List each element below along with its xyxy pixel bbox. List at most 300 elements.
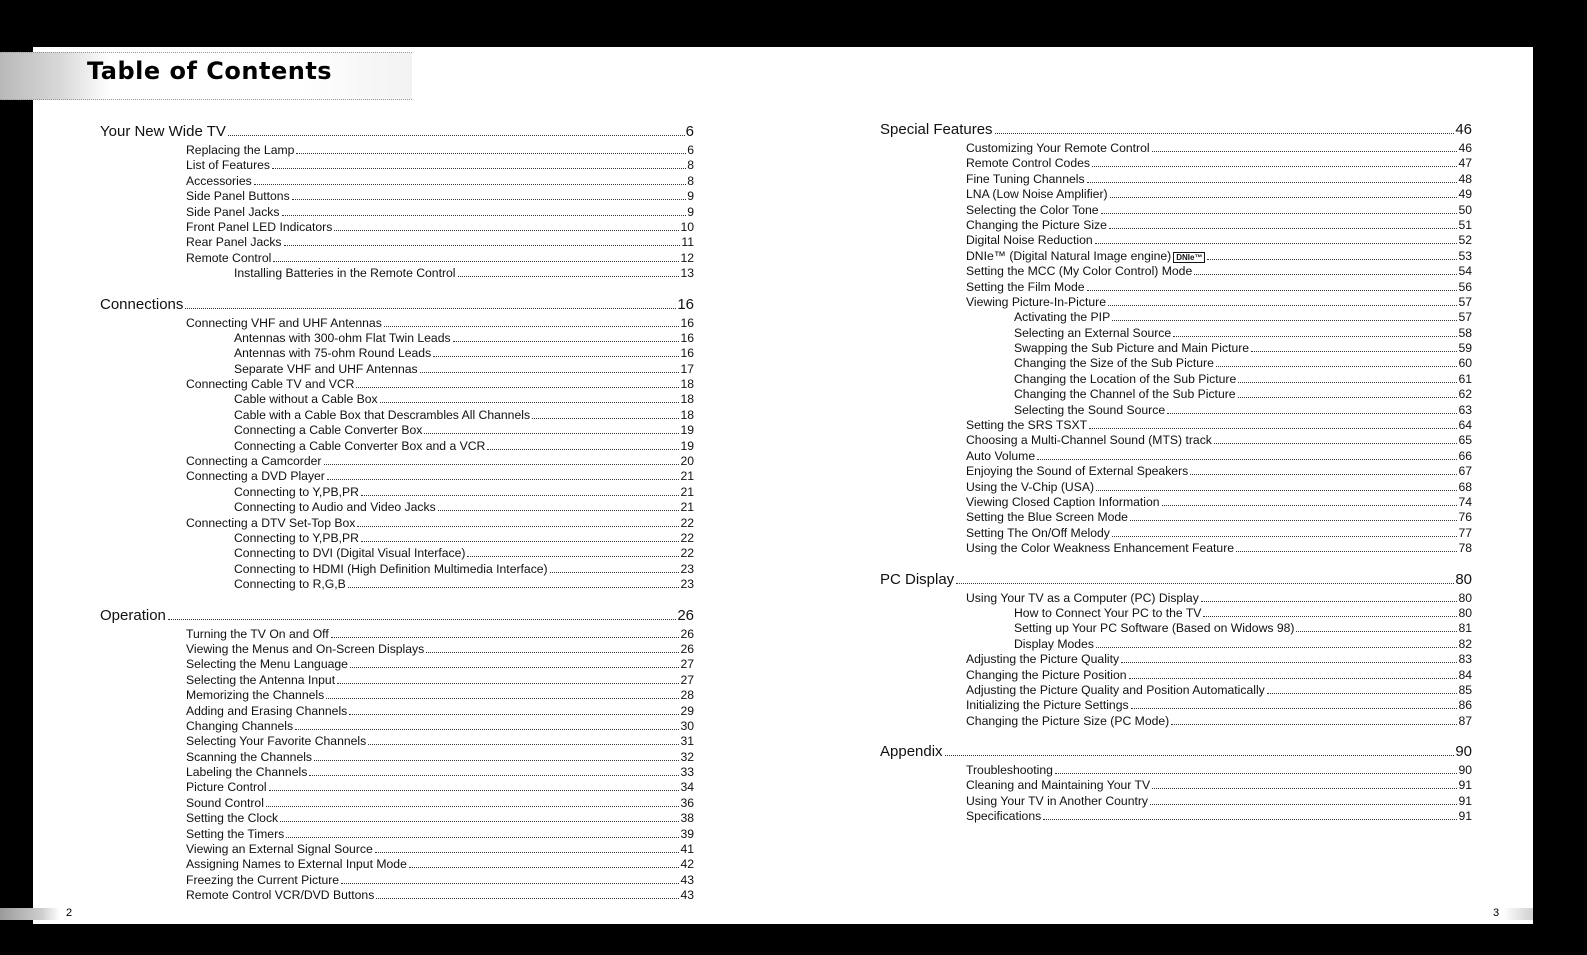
toc-entry-label: Changing the Size of the Sub Picture: [1014, 356, 1214, 371]
dot-leader: [956, 582, 1454, 584]
toc-entry[interactable]: [100, 205, 694, 220]
toc-entry[interactable]: [100, 827, 694, 842]
toc-entry[interactable]: [880, 341, 1472, 356]
dot-leader: [361, 494, 680, 496]
toc-entry[interactable]: [880, 156, 1472, 171]
dot-leader: [1037, 458, 1457, 460]
toc-entry[interactable]: [100, 500, 694, 515]
dot-leader: [1087, 181, 1458, 183]
toc-entry[interactable]: [880, 295, 1472, 310]
toc-entry-label: Assigning Names to External Input Mode: [186, 857, 407, 872]
dot-leader: [337, 682, 679, 684]
toc-page-number: 10: [680, 219, 694, 234]
toc-entry-label: Appendix: [880, 743, 943, 761]
toc-entry-label: Changing the Picture Position: [966, 667, 1127, 682]
dot-leader: [1251, 350, 1457, 352]
page-number-right: 3: [1493, 907, 1500, 919]
toc-entry[interactable]: [880, 326, 1472, 341]
toc-page-number: 22: [680, 546, 694, 561]
dot-leader: [1095, 242, 1458, 244]
dot-leader: [168, 618, 676, 620]
toc-entry[interactable]: [100, 688, 694, 703]
toc-entry[interactable]: [880, 449, 1472, 464]
toc-page-number: 68: [1458, 479, 1472, 494]
dot-leader: [1167, 412, 1457, 414]
dot-leader: [314, 759, 679, 761]
toc-page-number: 26: [680, 641, 694, 656]
toc-entry-label: How to Connect Your PC to the TV: [1014, 605, 1202, 620]
toc-entry-label: Setting The On/Off Melody: [966, 525, 1110, 540]
toc-entry[interactable]: [880, 480, 1472, 495]
toc-entry[interactable]: [880, 249, 1472, 264]
toc-entry[interactable]: [100, 873, 694, 888]
dot-leader: [254, 183, 687, 185]
toc-entry-label: Setting the SRS TSXT: [966, 418, 1088, 433]
toc-entry[interactable]: [100, 657, 694, 672]
toc-entry-label: Adding and Erasing Channels: [186, 703, 348, 718]
dot-leader: [269, 789, 680, 791]
toc-page-number: 80: [1458, 590, 1472, 605]
toc-entry[interactable]: [100, 346, 694, 361]
toc-entry[interactable]: [100, 546, 694, 561]
toc-entry-label: Antennas with 75-ohm Round Leads: [234, 346, 432, 361]
dot-leader: [409, 866, 680, 868]
dot-leader: [995, 132, 1455, 134]
dot-leader: [433, 355, 679, 357]
toc-entry[interactable]: [880, 778, 1472, 793]
toc-entry-label: Rear Panel Jacks: [186, 235, 282, 250]
toc-entry[interactable]: [100, 811, 694, 826]
scan-border-left: [0, 0, 33, 955]
toc-entry[interactable]: [880, 464, 1472, 479]
toc-entry[interactable]: [880, 541, 1472, 556]
toc-page-number: 78: [1458, 541, 1472, 556]
toc-entry[interactable]: [880, 372, 1472, 387]
toc-page-number: 34: [680, 780, 694, 795]
page-title: Table of Contents: [87, 57, 333, 85]
toc-page-number: 91: [1458, 778, 1472, 793]
toc-entry-label: Troubleshooting: [966, 763, 1053, 778]
toc-entry[interactable]: [100, 857, 694, 872]
toc-entry-label: Your New Wide TV: [100, 123, 226, 140]
toc-entry[interactable]: [100, 189, 694, 204]
toc-page-number: 39: [680, 826, 694, 841]
dot-leader: [1150, 803, 1457, 805]
toc-entry-label: Scanning the Channels: [186, 749, 313, 764]
toc-page-number: 19: [680, 438, 694, 453]
dot-leader: [1190, 473, 1457, 475]
toc-page-number: 63: [1458, 402, 1472, 417]
toc-entry[interactable]: [100, 765, 694, 780]
dot-leader: [1201, 600, 1458, 602]
toc-entry[interactable]: [100, 627, 694, 642]
toc-page-number: 57: [1458, 310, 1472, 325]
toc-entry[interactable]: [880, 280, 1472, 295]
toc-entry[interactable]: [100, 562, 694, 577]
toc-page-number: 23: [680, 561, 694, 576]
folio-band-right: [1503, 908, 1533, 920]
dot-leader: [273, 260, 679, 262]
toc-page-number: 82: [1458, 636, 1472, 651]
toc-page-number: 21: [680, 500, 694, 515]
toc-entry[interactable]: [880, 606, 1472, 621]
dot-leader: [282, 214, 687, 216]
toc-entry-label: Specifications: [966, 809, 1042, 824]
toc-entry[interactable]: [100, 220, 694, 235]
dot-leader: [309, 774, 679, 776]
dot-leader: [1089, 427, 1457, 429]
toc-right-column: [880, 119, 1472, 837]
toc-page-number: 83: [1458, 652, 1472, 667]
toc-entry-label: PC Display: [880, 570, 955, 588]
folio-band-left: [0, 908, 60, 920]
toc-page-number: 41: [680, 842, 694, 857]
toc-entry-label: Changing Channels: [186, 718, 294, 733]
dot-leader: [334, 229, 679, 231]
toc-entry[interactable]: [880, 203, 1472, 218]
toc-page-number: 18: [680, 377, 694, 392]
toc-entry-label: Connecting a Camcorder: [186, 454, 322, 469]
toc-entry[interactable]: [100, 642, 694, 657]
toc-entry-label: Connecting to HDMI (High Definition Multimedia Interface): [234, 561, 548, 576]
toc-entry[interactable]: [100, 485, 694, 500]
toc-section-heading[interactable]: [880, 569, 1472, 591]
toc-entry[interactable]: [100, 750, 694, 765]
toc-entry-label: Setting the Clock: [186, 811, 279, 826]
toc-page-number: 16: [680, 330, 694, 345]
toc-entry-label: Changing the Channel of the Sub Picture: [1014, 387, 1236, 402]
dot-leader: [1162, 504, 1458, 506]
toc-page-number: 17: [680, 361, 694, 376]
toc-entry[interactable]: [100, 577, 694, 592]
toc-entry[interactable]: [100, 316, 694, 331]
toc-page-number: 49: [1458, 187, 1472, 202]
dot-leader: [1216, 365, 1458, 367]
toc-entry[interactable]: [100, 235, 694, 250]
toc-page-number: 6: [685, 123, 694, 140]
toc-page-number: 22: [680, 515, 694, 530]
toc-page-number: 13: [680, 266, 694, 281]
toc-entry[interactable]: [100, 719, 694, 734]
toc-page-number: 16: [677, 295, 694, 313]
dot-leader: [1096, 489, 1457, 491]
toc-entry-label: Turning the TV On and Off: [186, 626, 329, 641]
dot-leader: [438, 509, 680, 511]
dot-leader: [458, 275, 680, 277]
dot-leader: [1238, 396, 1458, 398]
dot-leader: [1173, 335, 1457, 337]
toc-page-number: 74: [1458, 494, 1472, 509]
toc-section: [100, 121, 694, 282]
dot-leader: [1096, 646, 1458, 648]
toc-section-heading[interactable]: [880, 741, 1472, 763]
toc-entry-label: Setting the Blue Screen Mode: [966, 510, 1128, 525]
toc-entry[interactable]: [880, 218, 1472, 233]
dot-leader: [1171, 723, 1457, 725]
toc-entry[interactable]: [100, 704, 694, 719]
toc-page-number: 27: [680, 657, 694, 672]
toc-entry[interactable]: [880, 809, 1472, 824]
toc-entry-label: Connecting VHF and UHF Antennas: [186, 315, 382, 330]
toc-entry[interactable]: [100, 331, 694, 346]
toc-entry-label: Selecting the Sound Source: [1014, 402, 1166, 417]
toc-entry-label: Adjusting the Picture Quality: [966, 652, 1120, 667]
toc-page-number: 61: [1458, 371, 1472, 386]
toc-page-number: 12: [680, 250, 694, 265]
dot-leader: [1194, 273, 1457, 275]
dot-leader: [1131, 707, 1458, 709]
toc-entry[interactable]: [880, 714, 1472, 729]
toc-entry-label: Changing the Location of the Sub Picture: [1014, 371, 1237, 386]
toc-page-number: 46: [1458, 141, 1472, 155]
toc-entry[interactable]: [100, 796, 694, 811]
dot-leader: [1152, 150, 1458, 152]
toc-entry[interactable]: [880, 794, 1472, 809]
toc-page-number: 46: [1455, 121, 1472, 138]
toc-left-column: [100, 121, 694, 916]
toc-entry[interactable]: [100, 266, 694, 281]
toc-section-heading[interactable]: [880, 119, 1472, 141]
toc-section-heading[interactable]: [100, 605, 694, 627]
toc-entry[interactable]: [100, 392, 694, 407]
dot-leader: [350, 666, 679, 668]
toc-entry-label: Connecting a DVD Player: [186, 469, 325, 484]
toc-entry[interactable]: [880, 621, 1472, 636]
toc-entry-label: Selecting the Menu Language: [186, 657, 348, 672]
dot-leader: [284, 244, 681, 246]
toc-page-number: 80: [1458, 605, 1472, 620]
toc-entry[interactable]: [100, 158, 694, 173]
toc-entry[interactable]: [880, 526, 1472, 541]
dot-leader: [424, 432, 679, 434]
toc-page-number: 90: [1455, 743, 1472, 761]
toc-page-number: 22: [680, 530, 694, 545]
dot-leader: [286, 836, 679, 838]
dot-leader: [1236, 550, 1457, 552]
toc-page-number: 58: [1458, 325, 1472, 340]
dot-leader: [1043, 818, 1457, 820]
dot-leader: [550, 571, 680, 573]
toc-entry[interactable]: [100, 251, 694, 266]
scan-border-right: [1533, 0, 1587, 955]
dot-leader: [1152, 787, 1457, 789]
toc-entry[interactable]: [100, 174, 694, 189]
toc-page-number: 62: [1458, 387, 1472, 402]
toc-entry[interactable]: [880, 683, 1472, 698]
toc-entry[interactable]: [880, 172, 1472, 187]
toc-entry[interactable]: [880, 510, 1472, 525]
toc-entry-label: Changing the Picture Size (PC Mode): [966, 713, 1170, 728]
toc-entry-label: Separate VHF and UHF Antennas: [234, 361, 418, 376]
dot-leader: [453, 340, 680, 342]
dot-leader: [185, 307, 676, 309]
toc-entry[interactable]: [880, 668, 1472, 683]
toc-page-number: 11: [681, 235, 694, 250]
toc-entry[interactable]: [880, 591, 1472, 606]
toc-entry[interactable]: [880, 495, 1472, 510]
toc-entry-label: Connecting a Cable Converter Box: [234, 423, 423, 438]
toc-entry-label: Front Panel LED Indicators: [186, 219, 333, 234]
dot-leader: [1238, 381, 1457, 383]
dot-leader: [945, 754, 1455, 756]
toc-entry-label: Cleaning and Maintaining Your TV: [966, 778, 1151, 793]
toc-entry[interactable]: [880, 233, 1472, 248]
toc-entry[interactable]: [880, 356, 1472, 371]
dot-leader: [280, 820, 679, 822]
toc-entry[interactable]: [880, 652, 1472, 667]
toc-entry-label: Using the Color Weakness Enhancement Feature: [966, 541, 1235, 556]
toc-entry-label: Display Modes: [1014, 636, 1094, 651]
toc-entry-label: Special Features: [880, 121, 993, 138]
dot-leader: [272, 167, 686, 169]
dot-leader: [1129, 677, 1458, 679]
dot-leader: [295, 728, 679, 730]
toc-entry[interactable]: [100, 888, 694, 903]
toc-entry[interactable]: [880, 418, 1472, 433]
toc-entry-label: Connecting a Cable Converter Box and a VCR: [234, 438, 486, 453]
toc-entry-label: Accessories: [186, 173, 252, 188]
toc-entry[interactable]: [880, 698, 1472, 713]
toc-entry[interactable]: [880, 387, 1472, 402]
dot-leader: [1130, 519, 1458, 521]
toc-page-number: 66: [1458, 448, 1472, 463]
toc-entry[interactable]: [100, 531, 694, 546]
dot-leader: [375, 851, 680, 853]
toc-entry[interactable]: [880, 187, 1472, 202]
toc-entry-label: Fine Tuning Channels: [966, 171, 1085, 186]
dot-leader: [1092, 165, 1457, 167]
dot-leader: [1267, 692, 1458, 694]
toc-entry-label: Enjoying the Sound of External Speakers: [966, 464, 1189, 479]
toc-entry[interactable]: [100, 377, 694, 392]
toc-page-number: 77: [1458, 525, 1472, 540]
toc-entry[interactable]: [100, 469, 694, 484]
toc-page-number: 87: [1458, 713, 1472, 728]
toc-section-heading[interactable]: [100, 121, 694, 143]
toc-page-number: 31: [680, 734, 694, 749]
toc-page-number: 47: [1458, 156, 1472, 171]
toc-section-heading[interactable]: [100, 294, 694, 316]
dot-leader: [380, 401, 680, 403]
toc-page-number: 56: [1458, 279, 1472, 294]
dot-leader: [532, 417, 679, 419]
toc-entry-label: Operation: [100, 606, 166, 624]
toc-entry-label: Viewing the Menus and On-Screen Displays: [186, 641, 425, 656]
dot-leader: [368, 743, 679, 745]
toc-entry-label: Using Your TV as a Computer (PC) Display: [966, 590, 1199, 605]
toc-entry-label: Cable with a Cable Box that Descrambles All Channels: [234, 407, 531, 422]
toc-entry[interactable]: [880, 403, 1472, 418]
dot-leader: [341, 882, 679, 884]
toc-page-number: 9: [687, 189, 694, 204]
page-number-left: 2: [66, 907, 73, 919]
toc-entry-label: Initializing the Picture Settings: [966, 698, 1129, 713]
toc-entry-label: Side Panel Buttons: [186, 189, 290, 204]
toc-entry[interactable]: [880, 637, 1472, 652]
toc-entry-label: Adjusting the Picture Quality and Position Automatically: [966, 682, 1265, 697]
toc-page-number: 81: [1458, 621, 1472, 636]
dot-leader: [1087, 289, 1458, 291]
toc-entry-label: LNA (Low Noise Amplifier): [966, 187, 1108, 202]
toc-entry[interactable]: [100, 734, 694, 749]
toc-entry[interactable]: [100, 842, 694, 857]
toc-entry-label: Remote Control VCR/DVD Buttons: [186, 888, 375, 903]
toc-entry-label: Setting up Your PC Software (Based on Widows 98): [1014, 621, 1295, 636]
dot-leader: [327, 478, 680, 480]
toc-entry-label: Using the V-Chip (USA): [966, 479, 1095, 494]
toc-entry[interactable]: [100, 362, 694, 377]
toc-page-number: 8: [687, 173, 694, 188]
toc-page-number: 36: [680, 795, 694, 810]
toc-entry-label: Customizing Your Remote Control: [966, 141, 1150, 155]
dot-leader: [326, 697, 679, 699]
dot-leader: [376, 897, 679, 899]
dot-leader: [228, 134, 685, 136]
toc-page-number: 52: [1458, 233, 1472, 248]
toc-entry[interactable]: [880, 264, 1472, 279]
toc-entry[interactable]: [880, 433, 1472, 448]
dot-leader: [331, 636, 680, 638]
toc-entry[interactable]: [880, 310, 1472, 325]
toc-entry[interactable]: [100, 439, 694, 454]
dot-leader: [1055, 772, 1457, 774]
toc-page-number: 65: [1458, 433, 1472, 448]
toc-page-number: 30: [680, 718, 694, 733]
toc-entry-label: Using Your TV in Another Country: [966, 793, 1149, 808]
toc-entry-label: Activating the PIP: [1014, 310, 1111, 325]
toc-page-number: 91: [1458, 793, 1472, 808]
toc-page-number: 86: [1458, 698, 1472, 713]
toc-section: [100, 294, 694, 593]
toc-entry-label: Choosing a Multi-Channel Sound (MTS) track: [966, 433, 1212, 448]
toc-page-number: 26: [677, 606, 694, 624]
toc-entry[interactable]: [100, 780, 694, 795]
toc-entry[interactable]: [100, 673, 694, 688]
dot-leader: [296, 152, 686, 154]
toc-page-number: 20: [680, 454, 694, 469]
toc-page-number: 54: [1458, 264, 1472, 279]
toc-page-number: 27: [680, 672, 694, 687]
dot-leader: [1109, 227, 1458, 229]
toc-page-number: 64: [1458, 418, 1472, 433]
toc-entry[interactable]: [100, 408, 694, 423]
toc-page-number: 33: [680, 765, 694, 780]
toc-page-number: 60: [1458, 356, 1472, 371]
toc-page-number: 50: [1458, 202, 1472, 217]
toc-entry[interactable]: [100, 516, 694, 531]
toc-entry[interactable]: [100, 423, 694, 438]
toc-page-number: 29: [680, 703, 694, 718]
toc-page-number: 59: [1458, 341, 1472, 356]
toc-entry-label: Auto Volume: [966, 448, 1036, 463]
toc-page-number: 42: [680, 857, 694, 872]
toc-entry[interactable]: [100, 454, 694, 469]
toc-section: [880, 741, 1472, 825]
toc-entry[interactable]: [100, 143, 694, 158]
toc-entry-label: Connecting to Y,PB,PR: [234, 530, 359, 545]
toc-entry-label: Sound Control: [186, 795, 264, 810]
toc-entry[interactable]: [880, 141, 1472, 156]
toc-entry[interactable]: [880, 763, 1472, 778]
toc-entry-label: Replacing the Lamp: [186, 143, 295, 157]
toc-entry-label: Freezing the Current Picture: [186, 872, 340, 887]
toc-entry-label: Connecting Cable TV and VCR: [186, 377, 355, 392]
toc-page-number: 38: [680, 811, 694, 826]
dot-leader: [1108, 304, 1457, 306]
toc-section: [880, 119, 1472, 557]
toc-page-number: 16: [680, 315, 694, 330]
dot-leader: [1101, 212, 1458, 214]
